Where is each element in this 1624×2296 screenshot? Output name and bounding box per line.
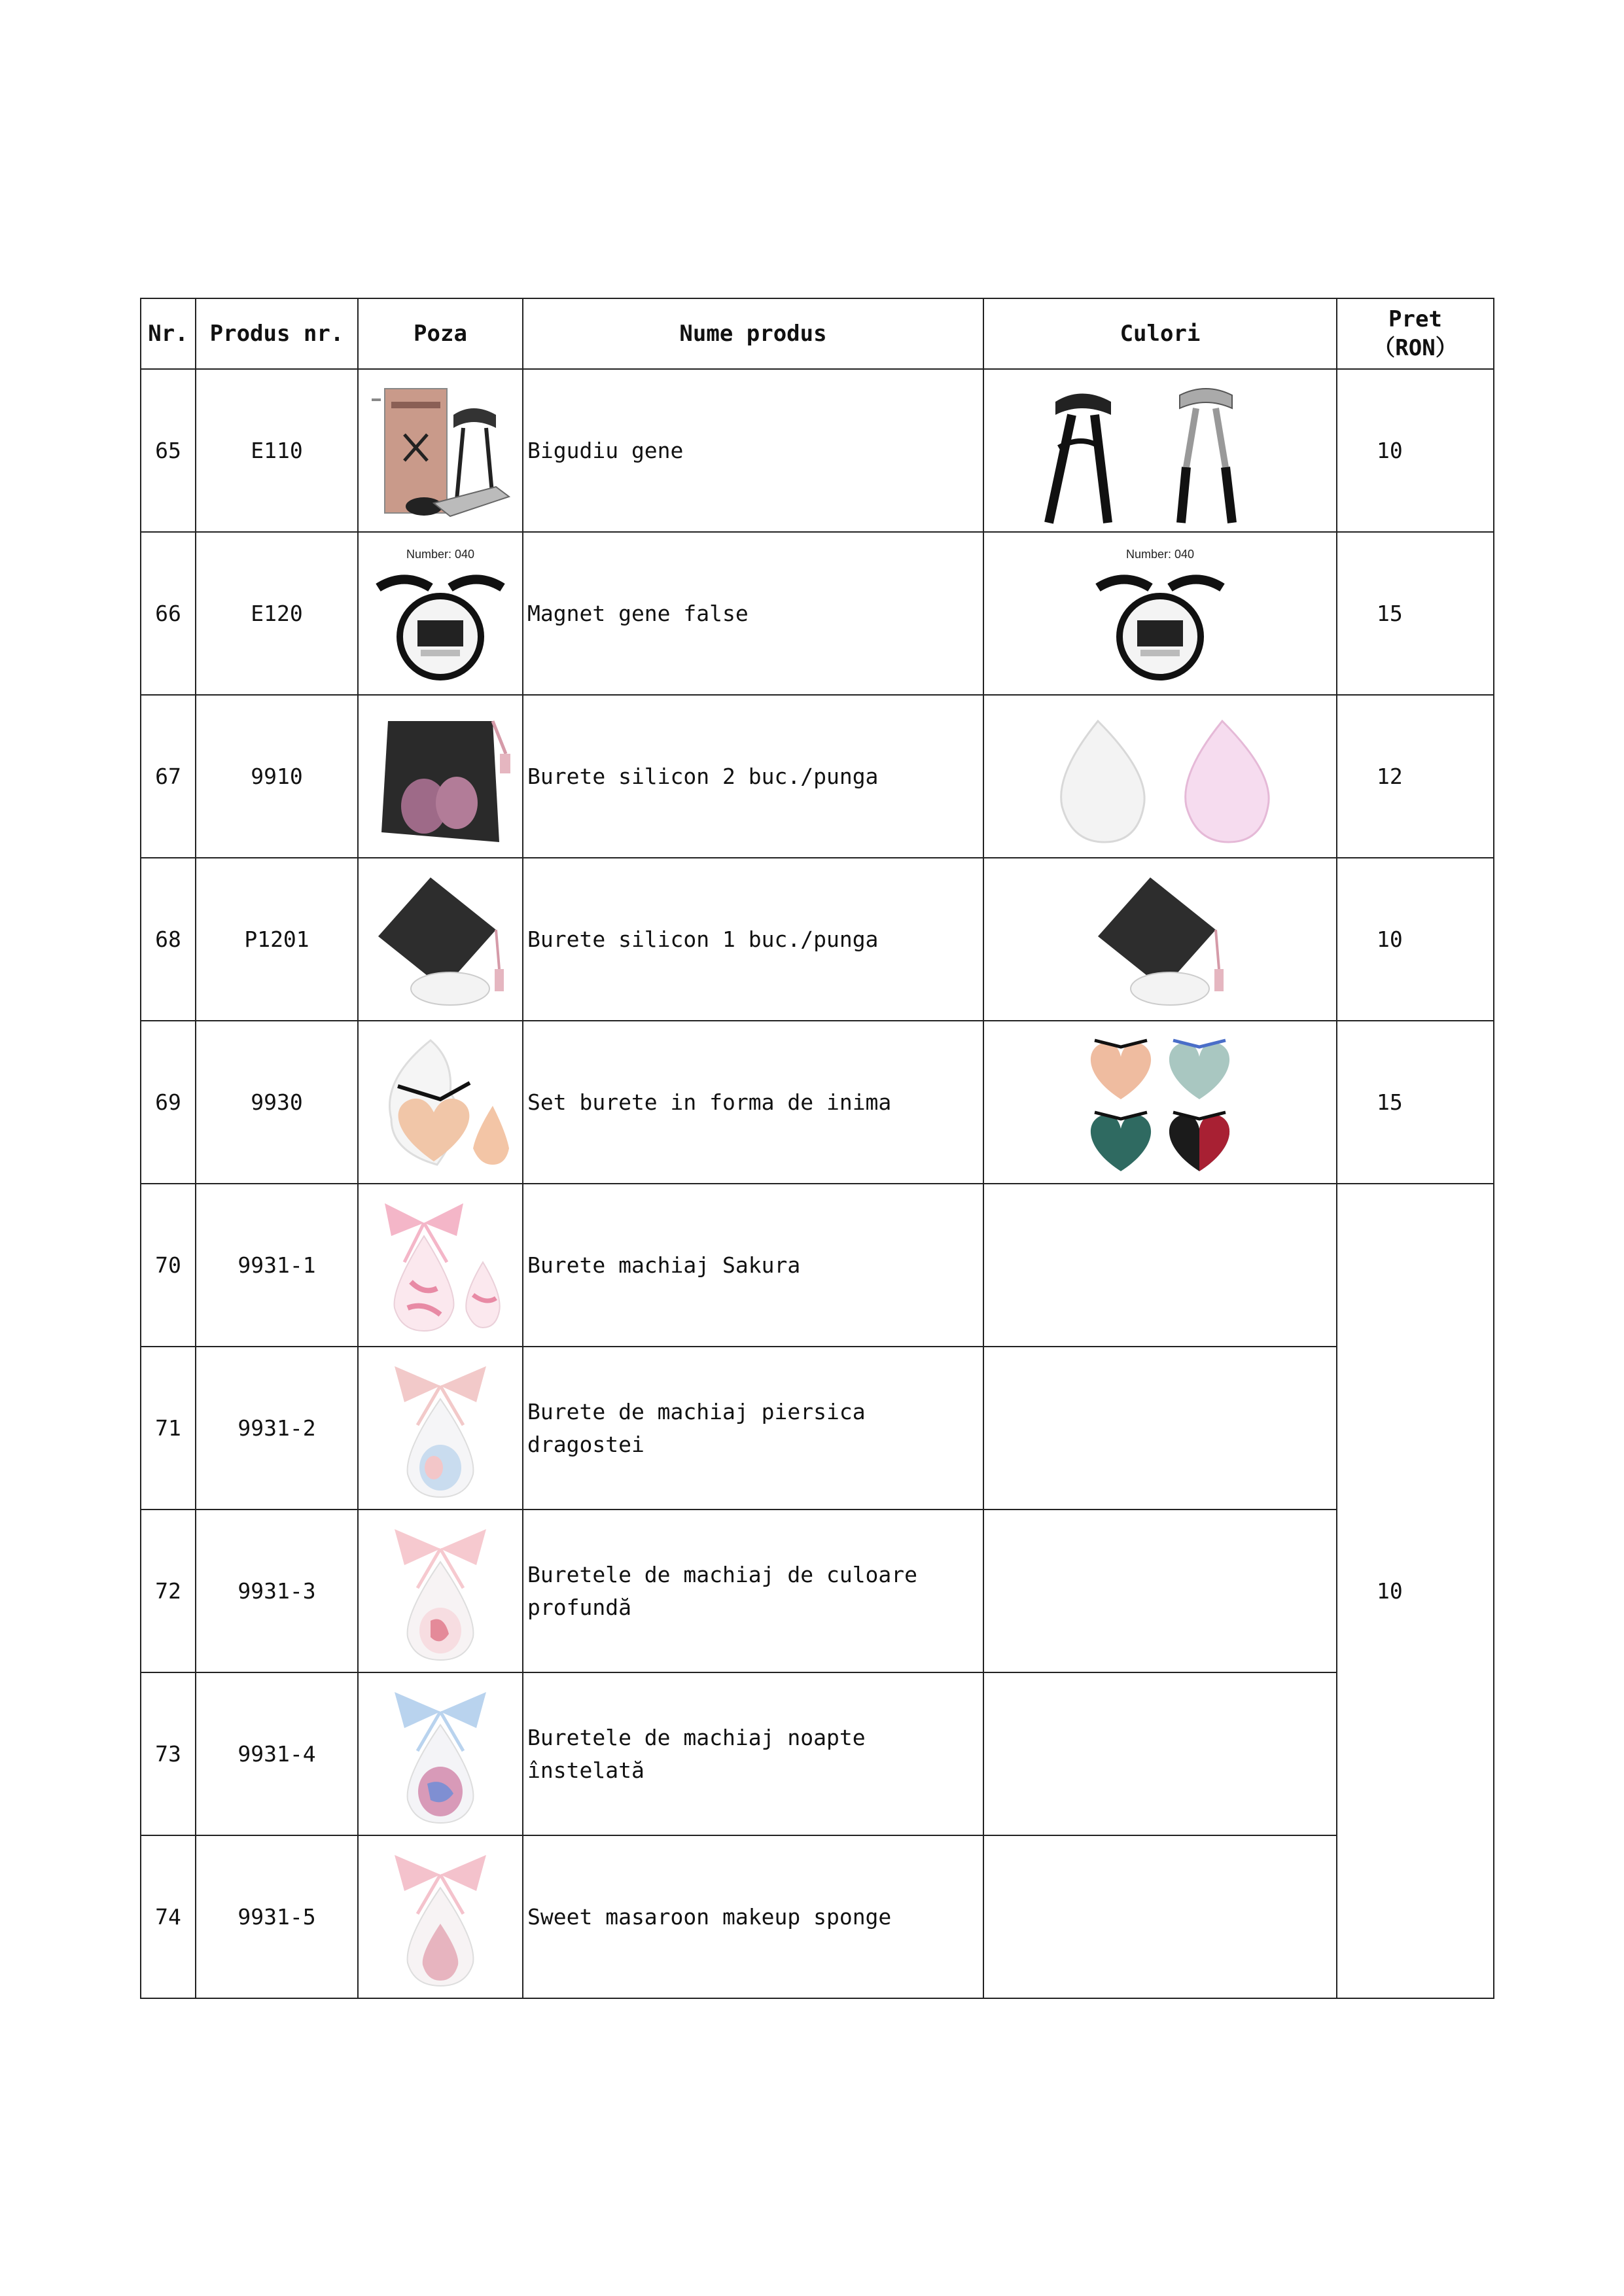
product-code: 9931-5 [196,1835,358,1998]
sponge-bow-icon [365,1190,516,1341]
row-number: 67 [141,695,196,858]
product-code: 9910 [196,695,358,858]
product-colors [983,1347,1337,1510]
sponge-bow-icon [365,1842,516,1992]
product-colors [983,1184,1337,1347]
sponge-bow-icon [365,1353,516,1504]
header-nr: Nr. [141,298,196,369]
heart-sponge-icon [365,1027,516,1178]
product-code: P1201 [196,858,358,1021]
product-name: Sweet masaroon makeup sponge [523,1835,983,1998]
product-photo [358,532,523,695]
header-photo: Poza [358,298,523,369]
row-number: 72 [141,1510,196,1672]
product-number-label: Number: 040 [406,547,475,561]
product-price: 10 [1337,858,1494,1021]
product-code: 9931-1 [196,1184,358,1347]
silicone-sponge-colors-icon [1036,701,1284,852]
eyelash-curler-colors-icon [1036,376,1284,526]
magnetic-lashes-color-icon [1085,539,1235,689]
product-code: 9931-3 [196,1510,358,1672]
header-product-code: Produs nr. [196,298,358,369]
row-number: 74 [141,1835,196,1998]
silicone-sponge-bag-icon [365,701,516,852]
product-colors [983,858,1337,1021]
table-row [141,1184,1494,1347]
table-row [141,1510,1494,1672]
table-row [141,858,1494,1021]
table-row [141,1672,1494,1835]
silicone-sponge-bag-color-icon [1085,864,1235,1015]
table-row [141,369,1494,532]
silicone-sponge-bag-icon [365,864,516,1015]
eyelash-curler-icon [365,376,516,526]
row-number: 69 [141,1021,196,1184]
row-number: 65 [141,369,196,532]
product-photo [358,1021,523,1184]
header-price [1337,298,1494,369]
product-table [140,298,1494,1999]
product-photo [358,1510,523,1672]
heart-sponge-colors-icon [1075,1027,1245,1178]
product-code: E110 [196,369,358,532]
product-number-label: Number: 040 [1125,547,1195,561]
product-price: 15 [1337,532,1494,695]
product-colors [983,695,1337,858]
header-product-name: Nume produs [523,298,983,369]
product-name: Burete silicon 2 buc./punga [523,695,983,858]
product-colors [983,1510,1337,1672]
row-number: 70 [141,1184,196,1347]
header-colors: Culori [983,298,1337,369]
table-row [141,1347,1494,1510]
table-row [141,532,1494,695]
table-header-row [141,298,1494,369]
sponge-bow-icon [365,1679,516,1829]
row-number: 68 [141,858,196,1021]
product-photo [358,1835,523,1998]
product-colors [983,369,1337,532]
product-name: Burete silicon 1 buc./punga [523,858,983,1021]
product-name: Buretele de machiaj de culoare profundă [523,1510,983,1672]
product-price: 10 [1337,369,1494,532]
table-row [141,1835,1494,1998]
product-photo [358,1672,523,1835]
product-colors [983,1672,1337,1835]
product-price-merged: 10 [1337,1184,1494,1998]
product-name: Set burete in forma de inima [523,1021,983,1184]
product-name: Burete machiaj Sakura [523,1184,983,1347]
product-colors [983,1021,1337,1184]
table-row [141,1021,1494,1184]
product-photo [358,858,523,1021]
product-name: Burete de machiaj piersica dragostei [523,1347,983,1510]
product-photo [358,1184,523,1347]
header-price-unit: （RON） [1373,335,1458,361]
product-code: 9931-2 [196,1347,358,1510]
product-code: 9931-4 [196,1672,358,1835]
row-number: 66 [141,532,196,695]
product-code: E120 [196,532,358,695]
magnetic-lashes-icon [365,539,516,689]
product-colors [983,1835,1337,1998]
product-colors [983,532,1337,695]
product-name: Buretele de machiaj noapte înstelată [523,1672,983,1835]
sponge-bow-icon [365,1516,516,1667]
product-photo [358,695,523,858]
header-price-label: Pret [1388,306,1442,332]
product-price: 12 [1337,695,1494,858]
row-number: 73 [141,1672,196,1835]
table-row [141,695,1494,858]
product-photo [358,369,523,532]
row-number: 71 [141,1347,196,1510]
product-price: 15 [1337,1021,1494,1184]
product-photo [358,1347,523,1510]
product-name: Bigudiu gene [523,369,983,532]
product-name: Magnet gene false [523,532,983,695]
product-code: 9930 [196,1021,358,1184]
